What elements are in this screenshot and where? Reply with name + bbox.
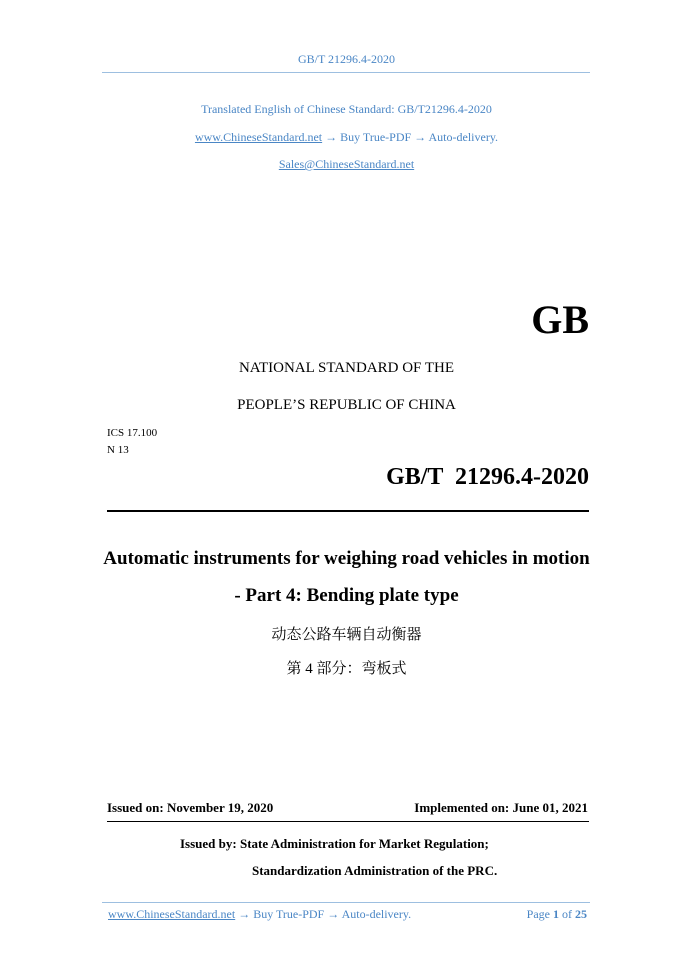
standard-number: [386, 464, 589, 491]
title-cn-line-1: 动态公路车辆自动衡器: [271, 627, 422, 643]
footer-promo: [108, 907, 411, 922]
page-of: of: [562, 907, 572, 921]
ics-code: ICS 17.100: [107, 427, 158, 439]
implemented-on-date: Implemented on: June 01, 2021: [414, 800, 588, 815]
running-header: GB/T 21296.4-2020: [297, 52, 396, 66]
site-link[interactable]: www.ChineseStandard.net: [194, 130, 323, 144]
promo-suffix: → Buy True-PDF → Auto-delivery.: [322, 130, 499, 144]
issued-on-date: Issued on: November 19, 2020: [107, 800, 274, 815]
footer-promo-suffix: → Buy True-PDF → Auto-delivery.: [235, 907, 412, 921]
title-en-line-1: Automatic instruments for weighing road vehicles in motion: [103, 548, 590, 569]
sales-email-link[interactable]: Sales@ChineseStandard.net: [278, 157, 415, 171]
national-standard-line-2: PEOPLE’S REPUBLIC OF CHINA: [237, 397, 456, 413]
page-current: 1: [553, 907, 559, 921]
standard-number-text: GB/T 21296.4-2020: [386, 464, 589, 490]
header-divider: [102, 72, 590, 73]
page-number: [527, 907, 587, 922]
national-standard-line-1: NATIONAL STANDARD OF THE: [238, 360, 455, 376]
title-cn-line-2: 第 4 部分：弯板式: [286, 661, 407, 677]
issued-divider: [107, 821, 589, 822]
gb-mark: GB: [531, 297, 589, 342]
translated-notice: Translated English of Chinese Standard: GB/T21296.4-2020: [201, 102, 492, 116]
issued-by-line-2: Standardization Administration of the PRC.: [252, 863, 498, 878]
sales-line: [0, 157, 693, 172]
promo-line: [0, 130, 693, 145]
page-label: Page: [526, 907, 550, 921]
page-total: 25: [575, 907, 587, 921]
footer-divider: [102, 902, 590, 903]
ccs-code: N 13: [107, 444, 129, 456]
footer-site-link[interactable]: www.ChineseStandard.net: [108, 907, 236, 921]
title-divider: [107, 510, 589, 512]
issued-by-line-1: Issued by: State Administration for Market Regulation;: [180, 836, 489, 851]
title-en-line-2: - Part 4: Bending plate type: [234, 585, 459, 606]
